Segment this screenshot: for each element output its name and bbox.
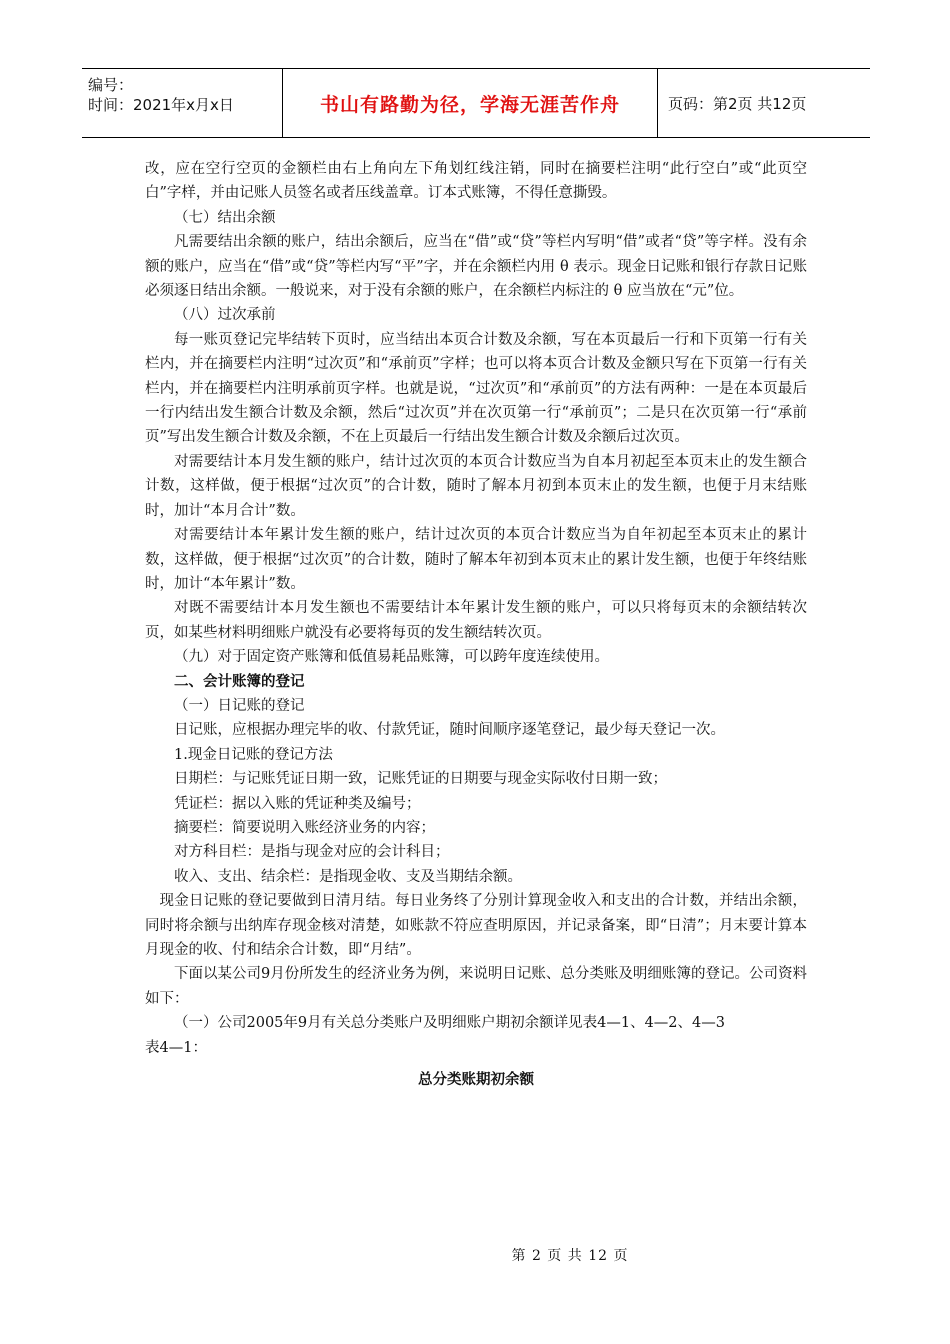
paragraph: 每一账页登记完毕结转下页时，应当结出本页合计数及余额，写在本页最后一行和下页第一行有关栏内，并在摘要栏内注明“过次页”和“承前页”字样；也可以将本页合计数及金额只写在下页第一行有关栏内，并在摘要栏内注明承前页字样。也就是说，“过次页”和“承前页”的方法有两种：一是在本页最后一行内结出发生额合计数及余额，然后“过次页”并在次页第一行“承前页”；二是只在次页第一行“承前页”写出发生额合计数及余额，不在上页最后一行结出发生额合计数及余额后过次页。 bbox=[145, 331, 807, 446]
paragraph: 对既不需要结计本月发生额也不需要结计本年累计发生额的账户，可以只将每页末的余额结转次页，如某些材料明细账户就没有必要将每页的发生额结转次页。 bbox=[145, 600, 807, 641]
header-page-info: 页码：第2页 共12页 bbox=[668, 94, 807, 113]
paragraph: 凡需要结出余额的账户，结出余额后，应当在“借”或“贷”等栏内写明“借”或者“贷”等字样。没有余额的账户，应当在“借”或“贷”等栏内写“平”字，并在余额栏内用 θ 表示。现金日记账和银行存款日记账必须逐日结出余额。一般说来，对于没有余额的账户，在余额栏内标注的 θ 应当放在“元”位。 bbox=[145, 234, 807, 300]
paragraph: 收入、支出、结余栏：是指现金收、支及当期结余额。 bbox=[174, 868, 522, 885]
document-body bbox=[145, 157, 807, 1092]
paragraph: 改，应在空行空页的金额栏由右上角向左下角划红线注销，同时在摘要栏注明“此行空白”或“此页空白”字样，并由记账人员签名或者压线盖章。订本式账簿，不得任意撕毁。 bbox=[145, 161, 807, 202]
paragraph: 对需要结计本月发生额的账户，结计过次页的本页合计数应当为自本月初起至本页末止的发生额合计数，这样做，便于根据“过次页”的合计数，随时了解本月初到本页末止的发生额，也便于月末结账时，加计“本月合计”数。 bbox=[145, 453, 807, 519]
footer-page-number: 第 2 页 共 12 页 bbox=[511, 1248, 629, 1264]
document-date-label: 时间：2021年x月x日 bbox=[88, 96, 234, 114]
paragraph: 下面以某公司9月份所发生的经济业务为例，来说明日记账、总分类账及明细账簿的登记。公司资料如下： bbox=[145, 966, 807, 1007]
paragraph: （八）过次承前 bbox=[174, 307, 276, 324]
paragraph: （七）结出余额 bbox=[174, 209, 276, 226]
paragraph: （一）公司2005年9月有关总分类账户及明细账户期初余额详见表4—1、4—2、4—3 bbox=[174, 1015, 725, 1032]
paragraph: 现金日记账的登记要做到日清月结。每日业务终了分别计算现金收入和支出的合计数，并结出余额，同时将余额与出纳库存现金核对清楚，如账款不符应查明原因，并记录备案，即“日清”；月末要计算本月现金的收、付和结余合计数，即“月结”。 bbox=[145, 893, 807, 958]
header-meta bbox=[82, 69, 282, 137]
paragraph: 对需要结计本年累计发生额的账户，结计过次页的本页合计数应当为自年初起至本页末止的累计数，这样做，便于根据“过次页”的合计数，随时了解本年初到本页末止的累计发生额，也便于年终结账时，加计“本年累计”数。 bbox=[145, 527, 807, 592]
paragraph: （九）对于固定资产账簿和低值易耗品账簿，可以跨年度连续使用。 bbox=[174, 649, 609, 666]
paragraph: 表4—1： bbox=[145, 1039, 207, 1056]
table-title: 总分类账期初余额 bbox=[418, 1072, 534, 1089]
section-heading: 二、会计账簿的登记 bbox=[174, 673, 305, 690]
page-footer bbox=[0, 1245, 950, 1265]
paragraph: 对方科目栏：是指与现金对应的会计科目； bbox=[174, 844, 450, 861]
header-motto: 书山有路勤为径，学海无涯苦作舟 bbox=[282, 69, 658, 137]
paragraph: 1.现金日记账的登记方法 bbox=[174, 746, 333, 763]
paragraph: 日记账，应根据办理完毕的收、付款凭证，随时间顺序逐笔登记，最少每天登记一次。 bbox=[174, 722, 725, 739]
document-number-label: 编号： bbox=[88, 76, 134, 94]
paragraph: （一）日记账的登记 bbox=[174, 697, 305, 714]
paragraph: 凭证栏：据以入账的凭证种类及编号； bbox=[174, 795, 421, 812]
page-header bbox=[82, 68, 870, 138]
paragraph: 日期栏：与记账凭证日期一致，记账凭证的日期要与现金实际收付日期一致； bbox=[174, 771, 667, 788]
paragraph: 摘要栏：简要说明入账经济业务的内容； bbox=[174, 819, 435, 836]
